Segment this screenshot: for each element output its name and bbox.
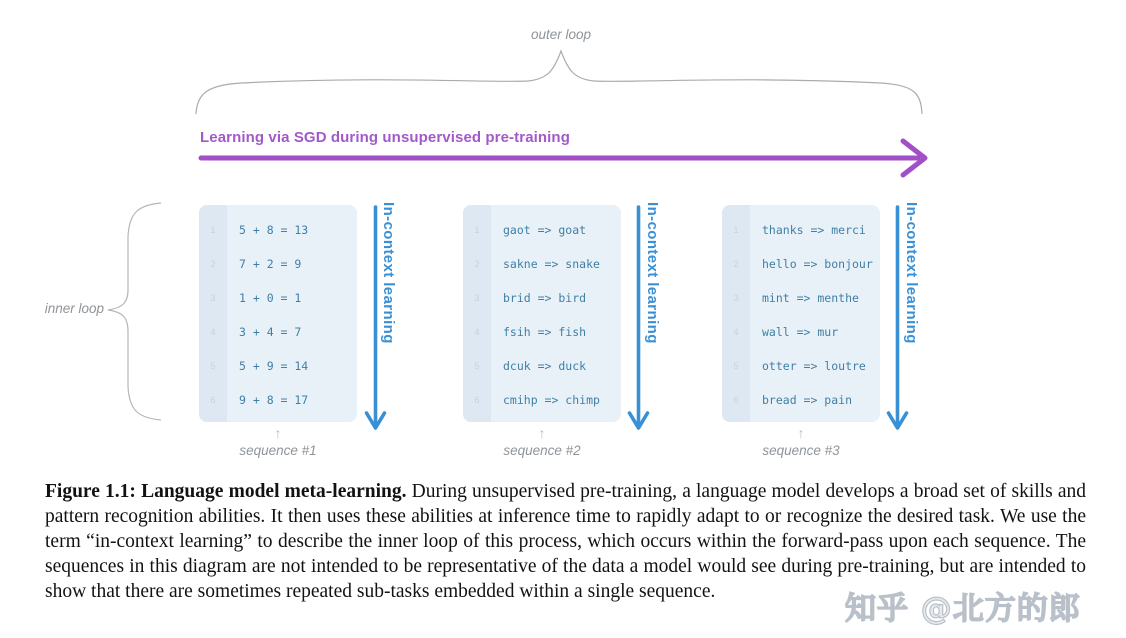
- code-lines: [750, 205, 880, 422]
- code-line: brid => bird: [503, 291, 587, 305]
- outer-loop-brace: [196, 51, 922, 114]
- code-lines: [227, 205, 357, 422]
- sequence-label: sequence #3: [762, 443, 840, 458]
- line-number: 1: [733, 225, 739, 235]
- line-number: 6: [474, 395, 480, 405]
- code-lines: [491, 205, 621, 422]
- code-line: sakne => snake: [503, 257, 600, 271]
- line-number-gutter: [463, 205, 491, 422]
- line-number: 3: [210, 293, 216, 303]
- code-line: bread => pain: [762, 393, 853, 407]
- in-context-learning-label: In-context learning: [380, 202, 397, 344]
- code-line: gaot => goat: [503, 223, 587, 237]
- up-arrow-icon: ↑: [538, 425, 546, 441]
- line-number: 2: [733, 259, 739, 269]
- sgd-arrow-label: Learning via SGD during unsupervised pre-training: [200, 129, 570, 146]
- inner-loop-brace: [108, 203, 161, 420]
- code-line: 1 + 0 = 1: [239, 291, 302, 305]
- code-line: 9 + 8 = 17: [239, 393, 309, 407]
- line-number: 6: [733, 395, 739, 405]
- up-arrow-icon: ↑: [797, 425, 805, 441]
- code-line: 3 + 4 = 7: [239, 325, 302, 339]
- line-number: 5: [210, 361, 216, 371]
- line-number: 2: [474, 259, 480, 269]
- sequence-label: sequence #1: [239, 443, 317, 458]
- sequence-box-1: [199, 205, 357, 422]
- sgd-arrow-icon: [201, 141, 925, 175]
- sequence-label: sequence #2: [503, 443, 581, 458]
- code-line: fsih => fish: [503, 325, 587, 339]
- in-context-learning-label: In-context learning: [644, 202, 661, 344]
- line-number: 3: [474, 293, 480, 303]
- in-context-learning-label: In-context learning: [903, 202, 920, 344]
- line-number-gutter: [199, 205, 227, 422]
- sequence-group-2: [463, 202, 678, 470]
- up-arrow-icon: ↑: [274, 425, 282, 441]
- code-line: 5 + 8 = 13: [239, 223, 309, 237]
- line-number-gutter: [722, 205, 750, 422]
- code-line: dcuk => duck: [503, 359, 587, 373]
- sequence-box-2: [463, 205, 621, 422]
- code-line: hello => bonjour: [762, 257, 873, 271]
- inner-loop-label: inner loop: [44, 301, 104, 316]
- line-number: 4: [733, 327, 739, 337]
- watermark: 知乎 @北方的郎: [845, 591, 1081, 627]
- outer-loop-label: outer loop: [530, 27, 592, 42]
- line-number: 2: [210, 259, 216, 269]
- code-line: thanks => merci: [762, 223, 866, 237]
- code-line: cmihp => chimp: [503, 393, 600, 407]
- code-line: otter => loutre: [762, 359, 866, 373]
- caption-body: During unsupervised pre-training, a language model develops a broad set of skills and pattern recognition abilities. It then uses these abilities at inference time to rapidly adapt to or recognize the desired task. We use the term “in-context learning” to describe the inner loop of this process, which occurs within the forward-pass upon each sequence. The sequences in this diagram are not intended to be representative of the data a model would see during pre-training, but are intended to show that there are sometimes repeated sub-tasks embedded within a single sequence.: [45, 481, 1086, 602]
- caption-title: Figure 1.1: Language model meta-learning.: [45, 481, 407, 502]
- line-number: 5: [474, 361, 480, 371]
- line-number: 4: [210, 327, 216, 337]
- sequence-box-3: [722, 205, 880, 422]
- line-number: 1: [210, 225, 216, 235]
- line-number: 6: [210, 395, 216, 405]
- line-number: 5: [733, 361, 739, 371]
- line-number: 1: [474, 225, 480, 235]
- line-number: 3: [733, 293, 739, 303]
- sequence-group-1: [199, 202, 414, 470]
- line-number: 4: [474, 327, 480, 337]
- sequence-group-3: [722, 202, 937, 470]
- code-line: wall => mur: [762, 325, 839, 339]
- code-line: mint => menthe: [762, 291, 859, 305]
- code-line: 5 + 9 = 14: [239, 359, 309, 373]
- code-line: 7 + 2 = 9: [239, 257, 302, 271]
